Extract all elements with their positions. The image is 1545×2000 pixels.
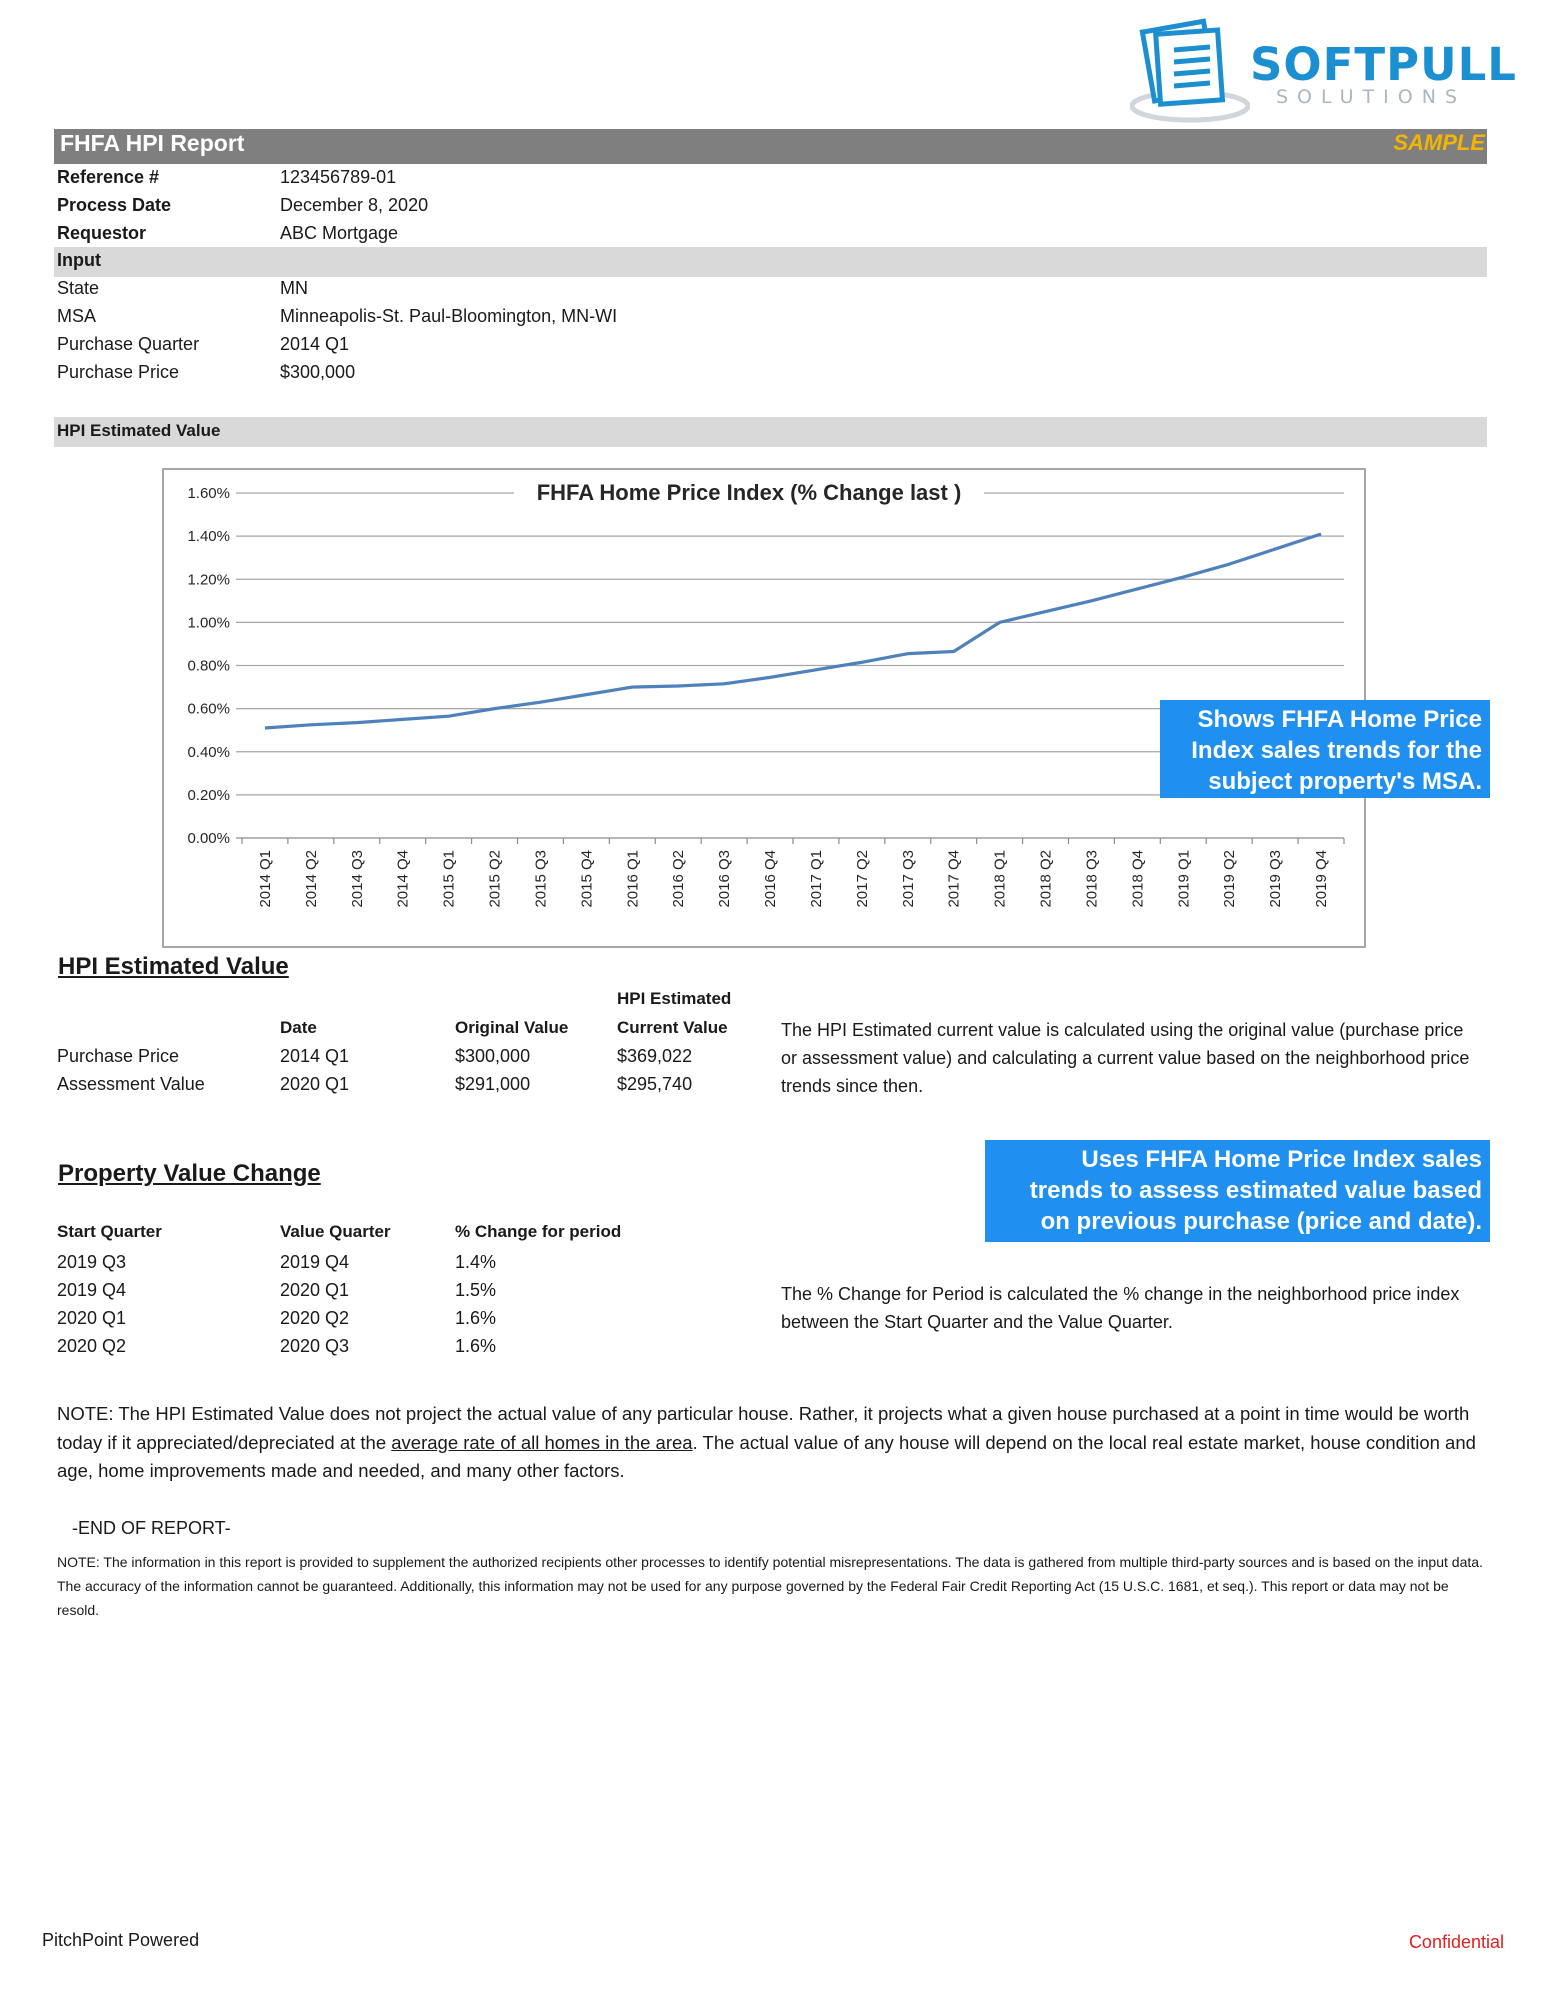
x-tick-label: 2015 Q1 — [440, 850, 458, 908]
input-section-bar — [54, 247, 1487, 277]
hpi-section-bar — [54, 417, 1487, 447]
x-tick-label: 2017 Q1 — [807, 850, 825, 908]
chart-title: FHFA Home Price Index (% Change last ) — [536, 480, 962, 505]
x-tick-label: 2017 Q3 — [899, 850, 917, 908]
hpi-row-original: $300,000 — [455, 1046, 531, 1066]
change-row-percent: 1.5% — [455, 1280, 497, 1300]
x-tick-label: 2016 Q3 — [716, 850, 734, 908]
hpi-current-header-line2: Current Value — [617, 1018, 728, 1037]
report-title-bar — [54, 129, 1487, 164]
requestor-value: ABC Mortgage — [280, 223, 399, 243]
hpi-row-current: $295,740 — [617, 1074, 693, 1094]
change-row-percent: 1.4% — [455, 1252, 497, 1272]
x-tick-label: 2018 Q2 — [1037, 850, 1055, 908]
value-callout-line-2: trends to assess estimated value based — [1029, 1177, 1482, 1204]
purchase-price-value: $300,000 — [280, 362, 356, 382]
chart-callout-line-1: Shows FHFA Home Price — [1197, 706, 1482, 733]
hpi-date-header: Date — [280, 1018, 317, 1037]
state-label: State — [57, 278, 100, 298]
y-tick-label: 0.00% — [187, 830, 230, 847]
footer-confidential: Confidential — [1408, 1932, 1504, 1952]
x-tick-label: 2014 Q1 — [256, 850, 274, 908]
x-tick-label: 2019 Q1 — [1175, 850, 1193, 908]
x-tick-label: 2014 Q4 — [394, 850, 412, 908]
y-tick-label: 1.00% — [187, 614, 230, 632]
hpi-section-title: HPI Estimated Value — [57, 421, 221, 440]
value-callout — [985, 1140, 1490, 1242]
y-tick-label: 1.20% — [187, 571, 230, 589]
x-tick-label: 2017 Q4 — [945, 850, 963, 908]
value-callout-line-3: on previous purchase (price and date). — [1040, 1208, 1482, 1235]
hpi-row-current: $369,022 — [617, 1046, 693, 1066]
hpi-row-original: $291,000 — [455, 1074, 531, 1094]
reference-value: 123456789-01 — [280, 167, 397, 187]
change-row-start: 2019 Q4 — [57, 1280, 127, 1300]
requestor-label: Requestor — [57, 223, 147, 243]
y-tick-label: 0.80% — [187, 657, 230, 675]
note-text-2: . The actual value of any house will depend on the local real estate market, house condition and age, home improvements made and needed, and many other factors. — [57, 1431, 1476, 1481]
hpi-value-description: The HPI Estimated current value is calculated using the original value (purchase price or assessment value) and calculating a current value based on the neighborhood price trends since then. — [781, 1020, 1470, 1096]
x-tick-label: 2016 Q2 — [670, 850, 688, 908]
report-title: FHFA HPI Report — [60, 130, 245, 156]
start-quarter-header: Start Quarter — [57, 1222, 162, 1241]
x-tick-label: 2019 Q2 — [1221, 850, 1239, 908]
x-tick-label: 2019 Q4 — [1313, 850, 1331, 908]
logo-documents-icon — [1130, 16, 1250, 126]
x-tick-label: 2019 Q3 — [1267, 850, 1285, 908]
note-text-1: NOTE: The HPI Estimated Value does not project the actual value of any particular house. Rather, it projects what a given house purchased at a point in time would be worth today if it appreciated/depreciated at the — [57, 1403, 1470, 1453]
x-tick-label: 2018 Q4 — [1129, 850, 1147, 908]
chart-callout-line-2: Index sales trends for the — [1191, 737, 1482, 764]
x-tick-label: 2016 Q1 — [624, 850, 642, 908]
value-callout-line-1: Uses FHFA Home Price Index sales — [1081, 1146, 1482, 1173]
hpi-row-date: 2020 Q1 — [280, 1074, 350, 1094]
input-section-title: Input — [57, 250, 101, 270]
y-tick-label: 0.40% — [187, 743, 230, 761]
change-row-start: 2019 Q3 — [57, 1252, 127, 1272]
change-header: % Change for period — [455, 1222, 622, 1241]
change-row-start: 2020 Q1 — [57, 1308, 127, 1328]
purchase-quarter-value: 2014 Q1 — [280, 334, 350, 354]
x-tick-label: 2014 Q3 — [348, 850, 366, 908]
property-change-description: The % Change for Period is calculated the % change in the neighborhood price index between the Start Quarter and the Value Quarter. — [781, 1284, 1460, 1332]
process-date-label: Process Date — [57, 195, 172, 215]
hpi-current-header-line1: HPI Estimated — [617, 989, 732, 1008]
x-tick-label: 2014 Q2 — [302, 850, 320, 908]
reference-label: Reference # — [57, 167, 160, 187]
y-tick-label: 1.40% — [187, 528, 230, 546]
purchase-price-label: Purchase Price — [57, 362, 180, 382]
y-tick-label: 0.60% — [187, 700, 230, 718]
x-tick-label: 2018 Q1 — [991, 850, 1009, 908]
hpi-value-heading: HPI Estimated Value — [58, 953, 289, 980]
hpi-series-line — [265, 534, 1321, 728]
x-tick-label: 2018 Q3 — [1083, 850, 1101, 908]
value-quarter-header: Value Quarter — [280, 1222, 391, 1241]
x-tick-label: 2015 Q3 — [532, 850, 550, 908]
y-tick-label: 0.20% — [187, 786, 230, 804]
chart-callout — [1160, 700, 1490, 798]
hpi-original-header: Original Value — [455, 1018, 569, 1037]
x-tick-label: 2017 Q2 — [853, 850, 871, 908]
sample-label: SAMPLE — [1393, 130, 1485, 155]
end-of-report: -END OF REPORT- — [72, 1518, 231, 1538]
logo-subtext: SOLUTIONS — [1276, 86, 1466, 108]
y-tick-label: 1.60% — [187, 485, 230, 502]
hpi-row-label: Assessment Value — [57, 1074, 205, 1094]
logo-wordmark: SOFTPULL — [1250, 38, 1517, 91]
softpull-logo — [1130, 16, 1517, 126]
x-tick-label: 2016 Q4 — [762, 850, 780, 908]
change-row-percent: 1.6% — [455, 1336, 497, 1356]
x-tick-label: 2015 Q2 — [486, 850, 504, 908]
hpi-row-label: Purchase Price — [57, 1046, 180, 1066]
change-row-value: 2019 Q4 — [280, 1252, 350, 1272]
msa-label: MSA — [57, 306, 97, 326]
state-value: MN — [280, 278, 308, 298]
change-row-start: 2020 Q2 — [57, 1336, 127, 1356]
hpi-row-date: 2014 Q1 — [280, 1046, 350, 1066]
change-row-value: 2020 Q3 — [280, 1336, 350, 1356]
process-date-value: December 8, 2020 — [280, 195, 429, 215]
change-row-value: 2020 Q2 — [280, 1308, 350, 1328]
chart-callout-line-3: subject property's MSA. — [1208, 768, 1482, 795]
purchase-quarter-label: Purchase Quarter — [57, 334, 200, 354]
note-underlined-text: average rate of all homes in the area — [391, 1431, 693, 1453]
msa-value: Minneapolis-St. Paul-Bloomington, MN-WI — [280, 306, 618, 326]
x-tick-label: 2015 Q4 — [578, 850, 596, 908]
footer-powered-by: PitchPoint Powered — [42, 1930, 200, 1950]
disclaimer: NOTE: The information in this report is provided to supplement the authorized recipients other processes to identify potential misrepresentations. The data is gathered from multiple third-party sources and is based on the input data. The accuracy of the information cannot be guaranteed. Additionally, this information may not be used for any purpose governed by the Federal Fair Credit Reporting Act (15 U.S.C. 1681, et seq.). This report or data may not be resold. — [57, 1554, 1483, 1618]
change-row-percent: 1.6% — [455, 1308, 497, 1328]
property-change-heading: Property Value Change — [58, 1160, 321, 1187]
hpi-note — [57, 1400, 1497, 1486]
change-row-value: 2020 Q1 — [280, 1280, 350, 1300]
